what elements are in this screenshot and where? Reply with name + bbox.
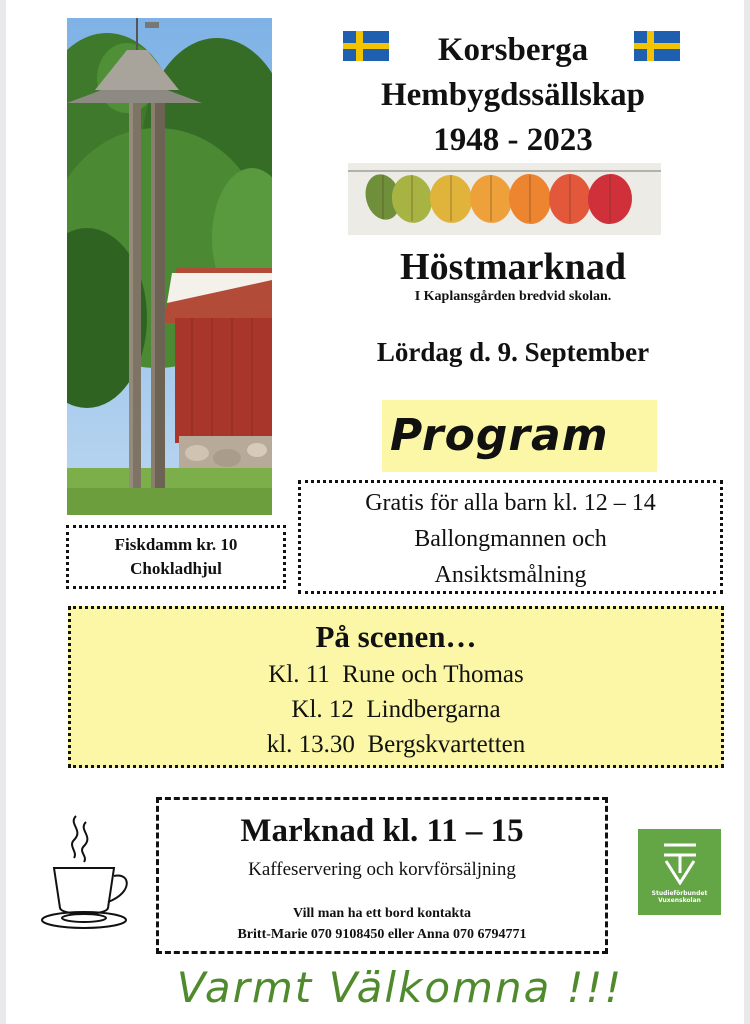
stage-act-time: Kl. 12 <box>291 696 354 723</box>
title-line-2: Hembygdssällskap <box>380 77 646 113</box>
society-title <box>318 28 708 163</box>
kids-activities-box <box>298 480 723 594</box>
stage-act-name: Rune och Thomas <box>342 661 524 688</box>
vuxenskolan-emblem-icon <box>662 839 698 885</box>
stage-act-name: Lindbergarna <box>366 696 501 723</box>
side-activities-box <box>66 525 286 589</box>
contact-line-2: Britt-Marie 070 9108450 eller Anna 070 6794771 <box>237 927 527 942</box>
program-heading: Program <box>390 410 609 461</box>
market-info-box <box>156 797 608 954</box>
contact-line-1: Vill man ha ett bord kontakta <box>292 906 471 921</box>
side-activity-1: Fiskdamm kr. 10 <box>114 535 238 554</box>
title-line-1: Korsberga <box>437 32 589 68</box>
title-line-3: 1948 - 2023 <box>433 122 593 158</box>
kids-line-2: Ballongmannen och <box>414 526 607 552</box>
market-contact <box>159 903 605 945</box>
kids-line-3: Ansiktsmålning <box>434 562 587 588</box>
autumn-leaves-image <box>348 163 661 235</box>
vuxenskolan-logo <box>638 829 721 915</box>
stage-act <box>71 692 721 727</box>
logo-line-1: Studieförbundet <box>651 890 708 897</box>
event-date: Lördag d. 9. September <box>376 337 650 367</box>
kids-line-1: Gratis för alla barn kl. 12 – 14 <box>365 490 656 516</box>
side-activity-2: Chokladhjul <box>130 559 222 578</box>
coffee-cup-icon <box>38 812 134 932</box>
page-edge-left <box>0 0 6 1024</box>
stage-act <box>71 657 721 692</box>
stage-act <box>71 727 721 762</box>
event-title: Höstmarknad <box>400 246 626 288</box>
page-edge-right <box>744 0 750 1024</box>
logo-line-2: Vuxenskolan <box>658 897 701 904</box>
stage-act-time: Kl. 11 <box>268 661 330 688</box>
market-subtitle: Kaffeservering och korvförsäljning <box>248 859 516 880</box>
stage-program-box <box>68 606 724 768</box>
market-title: Marknad kl. 11 – 15 <box>240 813 524 849</box>
stage-act-name: Bergskvartetten <box>367 731 526 758</box>
logo-text <box>638 890 721 904</box>
stage-title: På scenen… <box>315 619 477 654</box>
bell-tower-photo <box>67 18 272 515</box>
stage-act-time: kl. 13.30 <box>266 731 355 758</box>
welcome-message: Varmt Välkomna !!! <box>176 963 624 1012</box>
event-location: I Kaplansgården bredvid skolan. <box>414 289 612 304</box>
